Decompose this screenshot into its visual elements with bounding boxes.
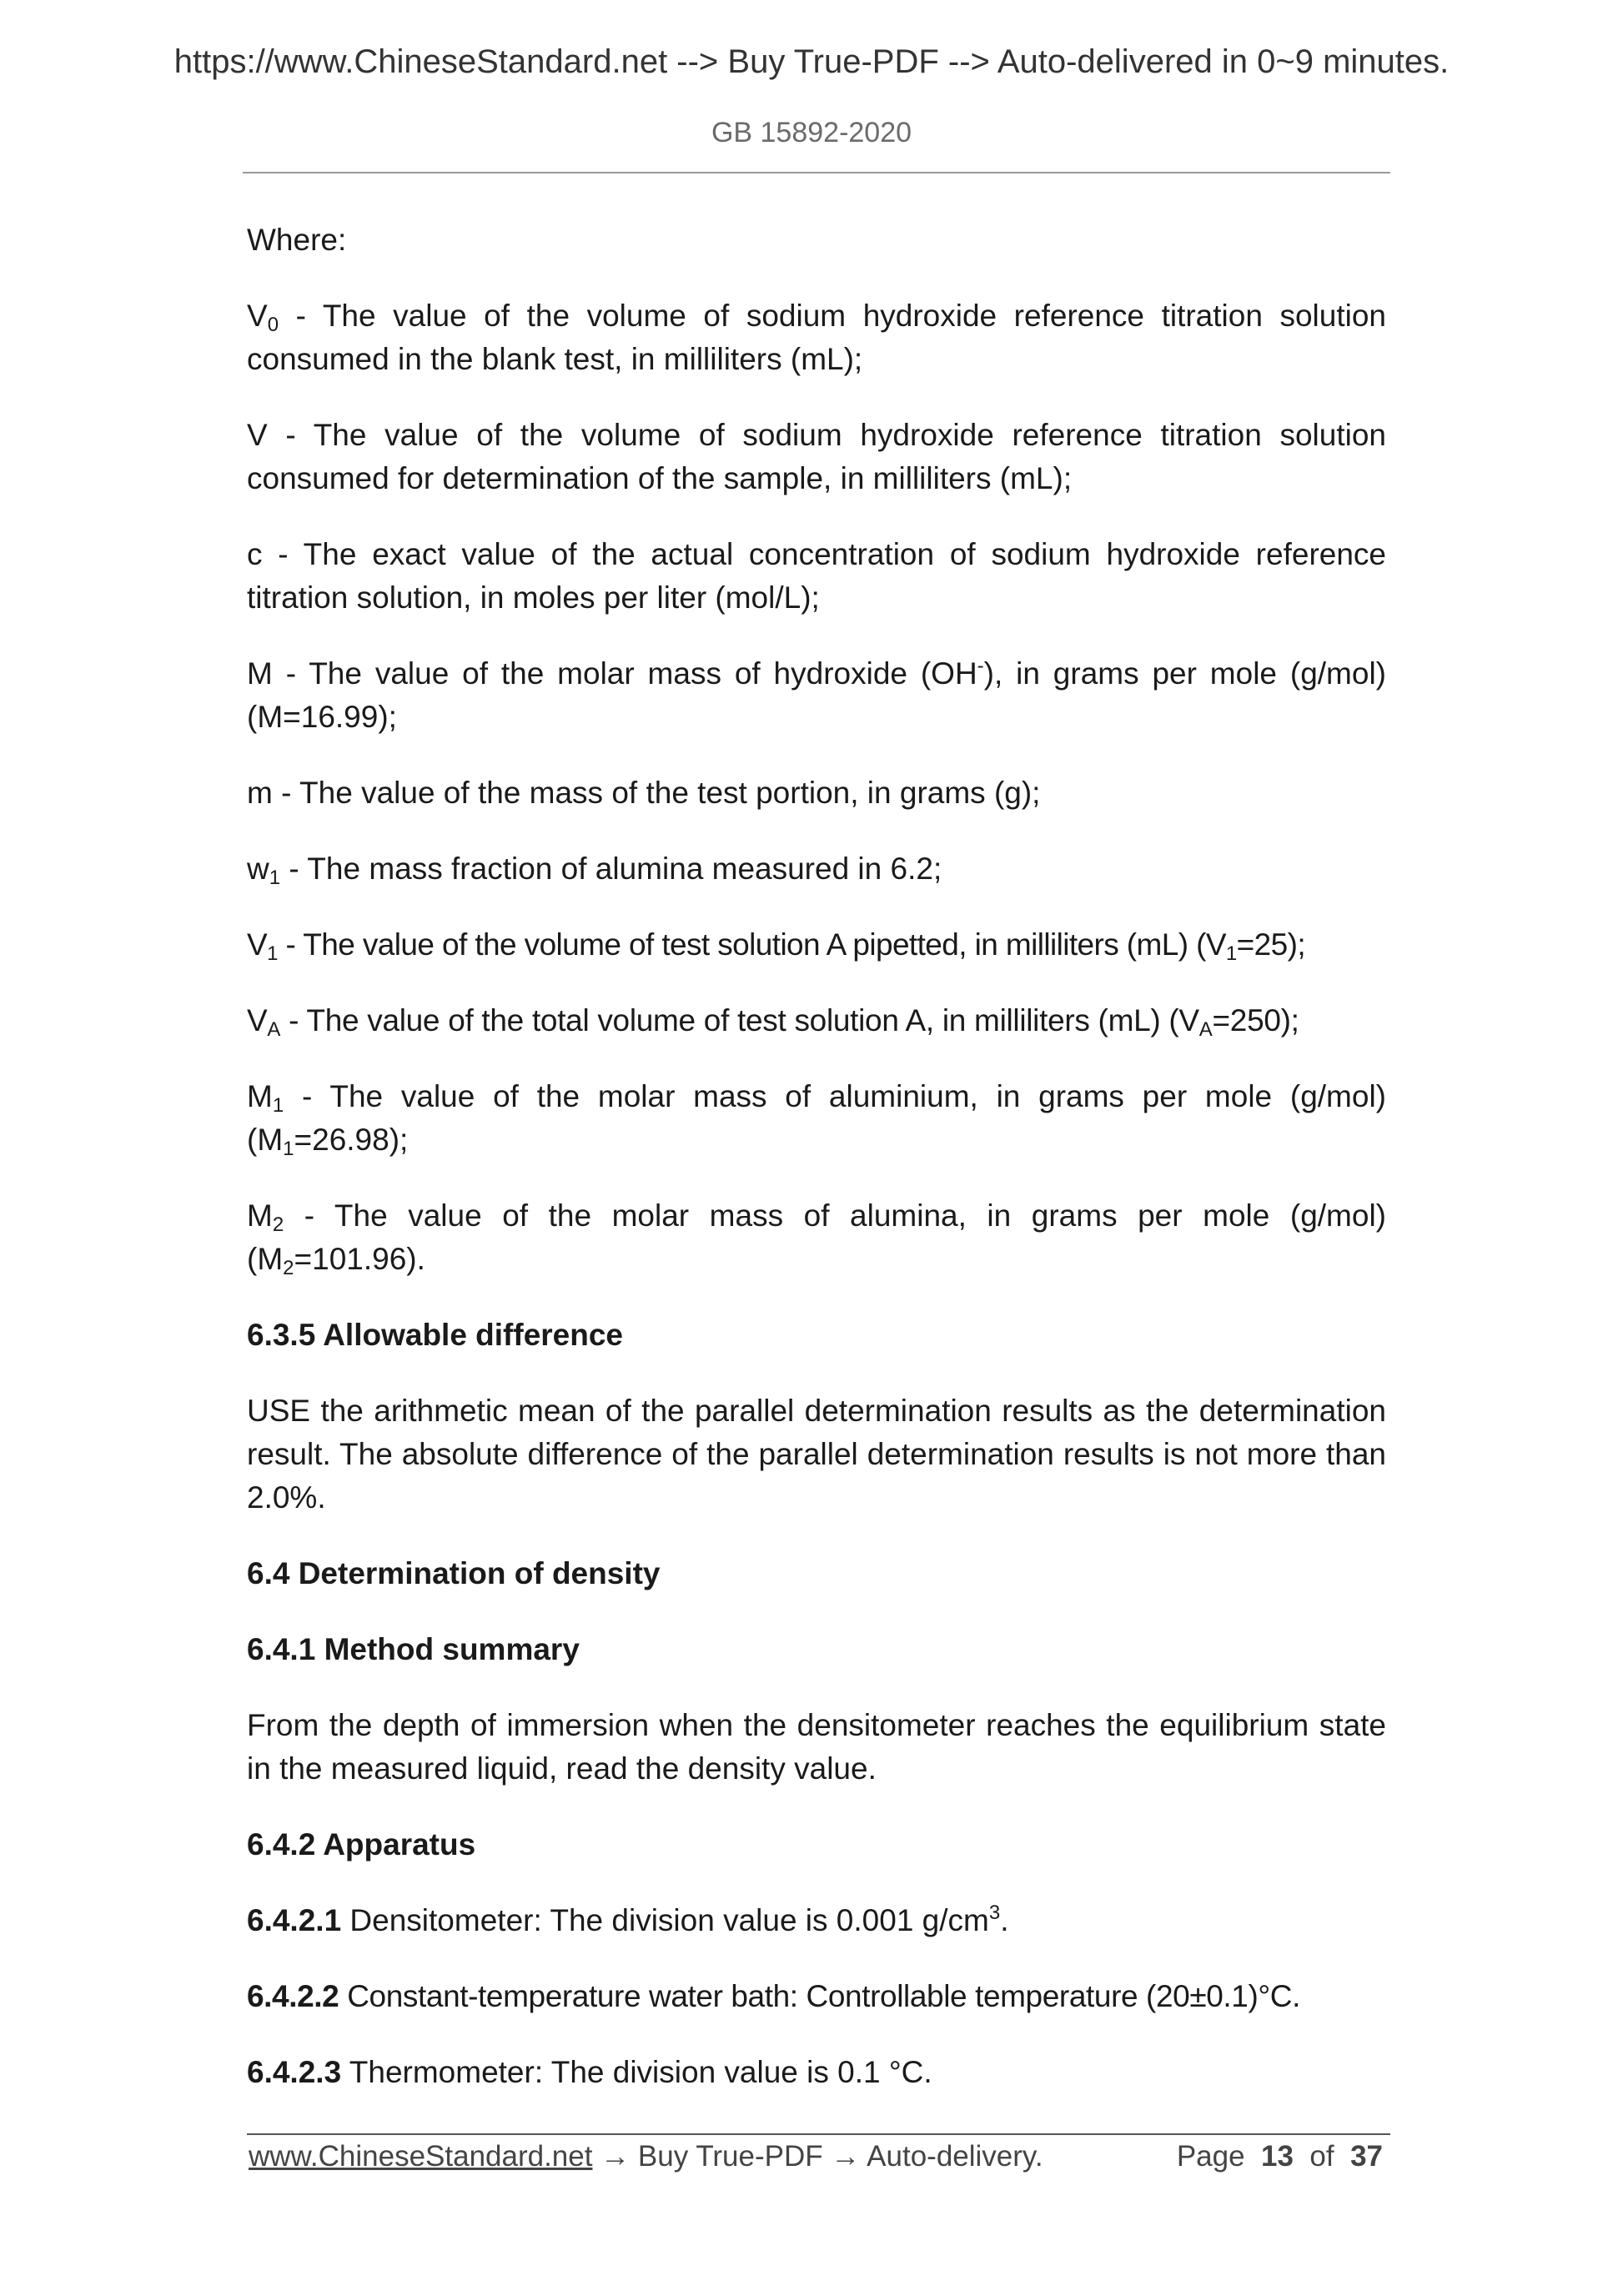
subscript: A [1198,1018,1213,1041]
heading-6-4-2: 6.4.2 Apparatus [247,1827,476,1861]
def-VA [247,999,1386,1042]
definition-text: - The value of the molar mass of aluminium, in grams per mole (g/mol) (M [247,1079,1386,1157]
page-body [247,219,1386,2127]
subscript: 2 [283,1257,294,1279]
page-footer [249,2137,1388,2177]
def-w1 [247,847,1386,891]
where-label: Where: [247,223,347,257]
subscript: 2 [272,1213,284,1236]
def-V1 [247,923,1386,967]
definition-text: - The value of the molar mass of alumina, in grams per mole (g/mol) (M [247,1198,1386,1276]
subscript: 1 [1225,942,1237,965]
item-tail: . [1000,1903,1009,1937]
def-c: c - The exact value of the actual concentration of sodium hydroxide reference titration solution, in moles per liter (mol/L); [247,537,1386,615]
definition-text: - The value of the total volume of test solution A, in milliliters (mL) (V [280,1003,1199,1037]
total-pages: 37 [1350,2140,1383,2173]
def-M1 [247,1075,1386,1162]
footer-divider [247,2133,1390,2135]
symbol: V [247,927,268,962]
standard-number: GB 15892-2020 [711,117,912,148]
heading-6-3-5: 6.3.5 Allowable difference [247,1318,624,1352]
page-indicator [1177,2137,1383,2177]
definition-tail: =250); [1212,1003,1299,1037]
symbol: M [247,1198,273,1233]
heading-6-4: 6.4 Determination of density [247,1556,661,1590]
def-v0 [247,294,1386,381]
definition-tail: =26.98); [294,1123,409,1157]
item-number: 6.4.2.3 [247,2055,342,2089]
header-divider [243,172,1390,173]
def-m: m - The value of the mass of the test portion, in grams (g); [247,776,1041,810]
item-6-4-2-2 [247,1975,1386,2018]
definition-text: - The value of the volume of test solution A pipetted, in milliliters (mL) (V [277,927,1226,962]
item-number: 6.4.2.1 [247,1903,342,1937]
para-allowable-difference: USE the arithmetic mean of the parallel determination results as the determination result. The absolute difference of the parallel determination results is not more than 2.0%. [247,1394,1386,1515]
subscript: 0 [267,314,279,336]
of-label: of [1309,2140,1334,2173]
superscript: - [977,655,984,677]
subscript: 1 [272,1094,284,1117]
para-method-summary: From the depth of immersion when the densitometer reaches the equilibrium state in the measured liquid, read the density value. [247,1708,1386,1786]
source-banner: https://www.ChineseStandard.net --> Buy True-PDF --> Auto-delivered in 0~9 minutes. [173,43,1450,80]
def-M2 [247,1194,1386,1281]
symbol: M [247,1079,273,1113]
definition-text-tail: ), in grams per mole (g/mol) (M=16.99); [247,656,1386,734]
def-M [247,652,1386,739]
definition-text: - The mass fraction of alumina measured in 6.2; [280,852,942,886]
item-text: Thermometer: The division value is 0.1 °C. [341,2055,932,2089]
subscript: 1 [283,1138,294,1160]
symbol: w [247,852,269,886]
item-6-4-2-3 [247,2051,1386,2094]
definition-text: - The value of the volume of sodium hydroxide reference titration solution consumed in the blank test, in milliliters (mL); [247,299,1386,376]
page-number: 13 [1261,2140,1294,2173]
item-number: 6.4.2.2 [247,1979,339,2013]
page-label: Page [1176,2140,1245,2173]
footer-site-link[interactable]: www.ChineseStandard.net [249,2140,593,2173]
def-v: V - The value of the volume of sodium hydroxide reference titration solution consumed for determination of the sample, in milliliters (mL); [247,418,1386,495]
item-text: Densitometer: The division value is 0.001 g/cm [341,1903,989,1937]
subscript: 1 [269,867,281,889]
definition-text: M - The value of the molar mass of hydroxide (OH [247,656,977,691]
symbol: V [247,299,268,333]
footer-text: → Buy True-PDF → Auto-delivery. [592,2140,1043,2173]
definition-tail: =101.96). [294,1242,425,1276]
superscript: 3 [988,1902,1001,1924]
item-text: Constant-temperature water bath: Controllable temperature (20±0.1)°C. [339,1979,1300,2013]
symbol: V [247,1003,268,1037]
definition-tail: =25); [1236,927,1306,962]
heading-6-4-1: 6.4.1 Method summary [247,1632,580,1666]
subscript: A [267,1018,281,1041]
item-6-4-2-1 [247,1899,1386,1942]
subscript: 1 [267,942,278,965]
